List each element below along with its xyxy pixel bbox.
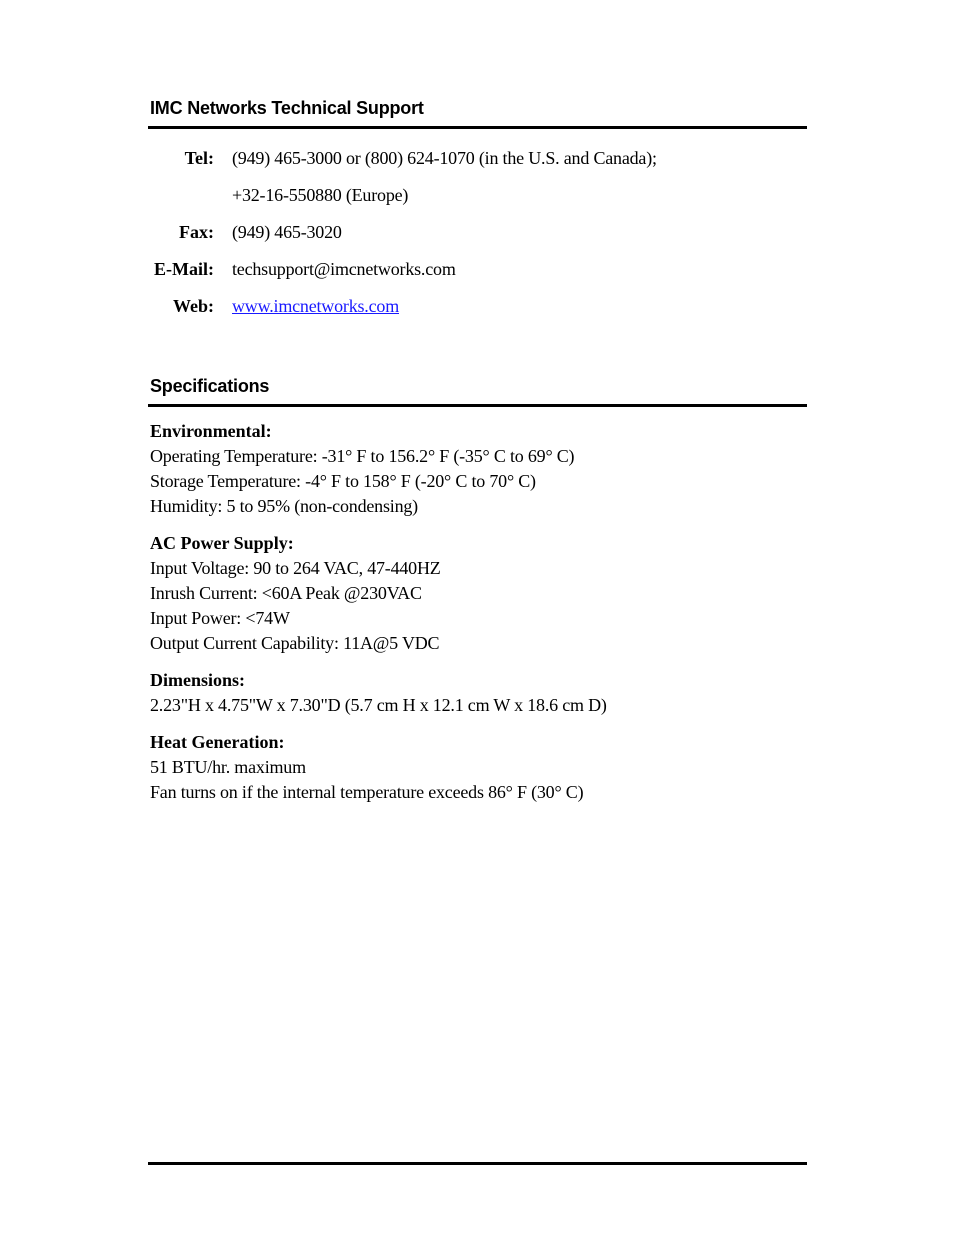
humidity: Humidity: 5 to 95% (non-condensing) bbox=[150, 496, 418, 516]
spec-heat-generation bbox=[150, 730, 800, 805]
fax-label: Fax: bbox=[179, 222, 214, 242]
operating-temperature: Operating Temperature: -31° F to 156.2° F (-35° C to 69° C) bbox=[150, 446, 575, 466]
heat-generation-heading: Heat Generation: bbox=[150, 732, 285, 752]
storage-temperature: Storage Temperature: -4° F to 158° F (-20° C to 70° C) bbox=[150, 471, 536, 491]
support-title: IMC Networks Technical Support bbox=[150, 98, 424, 118]
contact-table bbox=[150, 140, 770, 325]
btu-value: 51 BTU/hr. maximum bbox=[150, 757, 306, 777]
email-value: techsupport@imcnetworks.com bbox=[232, 259, 456, 279]
contact-row-tel bbox=[150, 140, 770, 177]
input-voltage: Input Voltage: 90 to 264 VAC, 47-440HZ bbox=[150, 558, 441, 578]
inrush-current: Inrush Current: <60A Peak @230VAC bbox=[150, 583, 422, 603]
tel-value: (949) 465-3000 or (800) 624-1070 (in the U.S. and Canada); bbox=[232, 148, 657, 168]
fax-value: (949) 465-3020 bbox=[232, 222, 342, 242]
specifications-rule bbox=[148, 404, 807, 407]
contact-row-email bbox=[150, 251, 770, 288]
email-label: E-Mail: bbox=[154, 259, 214, 279]
output-current: Output Current Capability: 11A@5 VDC bbox=[150, 633, 440, 653]
web-value-wrap bbox=[232, 296, 399, 317]
spec-environmental bbox=[150, 419, 800, 519]
tel-europe-value: +32-16-550880 (Europe) bbox=[232, 185, 409, 205]
contact-row-tel-europe bbox=[150, 177, 770, 214]
ac-power-heading: AC Power Supply: bbox=[150, 533, 294, 553]
web-label: Web: bbox=[172, 296, 214, 316]
spec-ac-power bbox=[150, 531, 800, 656]
fan-note: Fan turns on if the internal temperature exceeds 86° F (30° C) bbox=[150, 782, 584, 802]
contact-row-web bbox=[150, 288, 770, 325]
dimensions-value: 2.23"H x 4.75"W x 7.30"D (5.7 cm H x 12.1 cm W x 18.6 cm D) bbox=[150, 695, 607, 715]
tel-label: Tel: bbox=[184, 148, 214, 168]
environmental-heading: Environmental: bbox=[150, 421, 272, 441]
dimensions-heading: Dimensions: bbox=[150, 670, 246, 690]
input-power: Input Power: <74W bbox=[150, 608, 290, 628]
web-link[interactable]: www.imcnetworks.com bbox=[232, 296, 399, 316]
spec-dimensions bbox=[150, 668, 800, 718]
support-rule bbox=[148, 126, 807, 129]
footer-rule bbox=[148, 1162, 807, 1165]
specifications-title: Specifications bbox=[150, 376, 270, 396]
contact-row-fax bbox=[150, 214, 770, 251]
